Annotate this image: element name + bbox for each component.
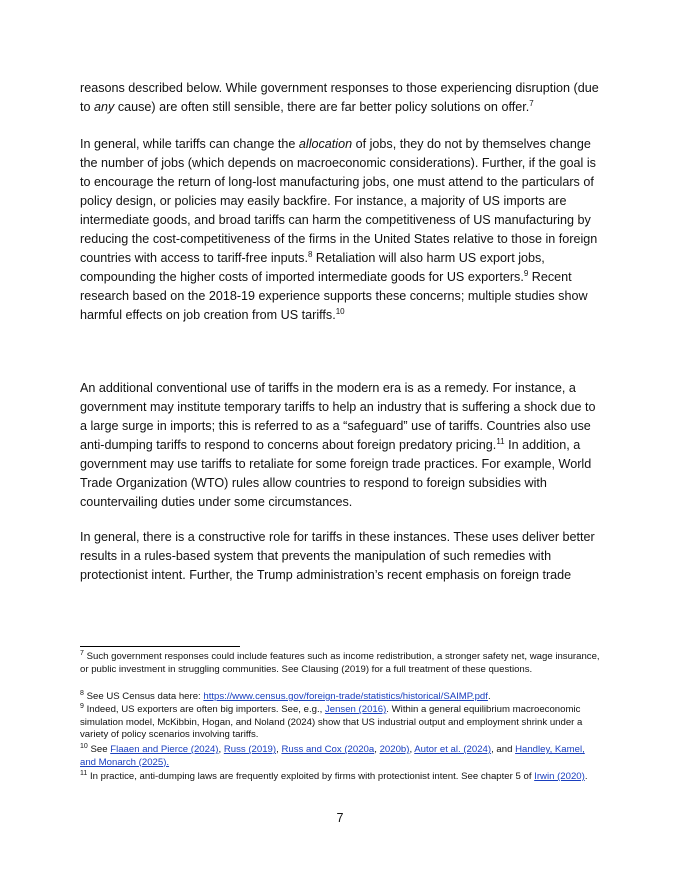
separator-text: , (374, 744, 380, 755)
russ-cox-2020b-link[interactable]: 2020b) (379, 744, 410, 755)
footnote-ref: 7 (529, 98, 534, 108)
paragraph-3 (80, 379, 600, 512)
footnote-number: 7 (80, 649, 84, 657)
footnote-ref: 11 (496, 436, 505, 446)
footnote-number: 9 (80, 702, 84, 710)
russ-cox-2020a-link[interactable]: Russ and Cox (2020a (281, 744, 375, 755)
footnote-number: 10 (80, 742, 88, 750)
irwin-2020-link[interactable]: Irwin (2020) (534, 771, 585, 782)
census-data-link[interactable]: https://www.census.gov/foreign-trade/statistics/historical/SAIMP.pdf (203, 691, 488, 702)
footnote-ref: 10 (335, 306, 345, 316)
separator-text: , (276, 744, 282, 755)
footnote-ref: 8 (307, 249, 313, 259)
footnote-ref: 9 (523, 268, 529, 278)
paragraph-text: of jobs, they do not by themselves change the number of jobs (which depends on macroeconomic considerations). Further, if the goal is to encourage the return of long-lost manufacturing jobs, one must attend to the particulars of policy design, or policies may easily backfire. For instance, a majority of US imports are intermediate goods, and broad tariffs can harm the competitiveness of US manufacturing by reducing the cost-competitiveness of the firms in the United States relative to those in foreign countries with access to tariff-free inputs. (80, 137, 598, 265)
paragraph-text: In addition, a government may use tariffs to retaliate for some foreign trade practices. For example, World Trade Organization (WTO) rules allow countries to respond to foreign subsidies with countervailing duties under some circumstances. (80, 438, 592, 509)
paragraph-text: In general, while tariffs can change the (80, 137, 299, 151)
footnote-text: . Within a general equilibrium macroeconomic simulation model, McKibbin, Hogan, and Noland (2024) show that US industrial output and employment shrink under a variety of policy scenarios involving tariffs. (80, 704, 583, 740)
footnote-text: See US Census data here: (86, 691, 204, 702)
paragraph-1 (80, 79, 600, 117)
paragraph-2 (80, 135, 600, 325)
footnote-7 (80, 651, 600, 676)
footnote-separator (80, 646, 240, 647)
paragraph-text: Retaliation will also harm US export jobs, compounding the higher costs of imported intermediate goods for US exporters. (80, 251, 545, 284)
flaaen-pierce-link[interactable]: Flaaen and Pierce (2024) (110, 744, 219, 755)
footnote-9 (80, 704, 600, 742)
autor-2024-link[interactable]: Autor et al. (2024) (414, 744, 492, 755)
footnote-number: 11 (80, 769, 88, 777)
separator-text: , (409, 744, 415, 755)
russ-2019-link[interactable]: Russ (2019) (223, 744, 277, 755)
separator-text: , (218, 744, 224, 755)
footnote-11 (80, 771, 600, 784)
footnote-text: In practice, anti-dumping laws are frequently exploited by firms with protectionist intent. See chapter 5 of (89, 771, 535, 782)
paragraph-text: An additional conventional use of tariffs in the modern era is as a remedy. For instance, a government may institute temporary tariffs to help an industry that is suffering a shock due to a large surge in imports; this is referred to as a “safeguard” use of tariffs. Countries also use anti-dumping tariffs to respond to concerns about foreign predatory pricing. (80, 381, 596, 452)
footnote-text: . (584, 771, 588, 782)
footnote-text: . (487, 691, 491, 702)
footnote-text: Indeed, US exporters are often big importers. See, e.g., (86, 704, 325, 715)
separator-text: , and (491, 744, 516, 755)
page-number: 7 (336, 811, 344, 825)
footnote-text: Such government responses could include features such as income redistribution, a stronger safety net, wage insurance, or public investment in struggling communities. See Clausing (2019) for a full treatment of these questions. (80, 651, 600, 675)
paragraph-text: Recent research based on the 2018-19 experience supports these concerns; multiple studies show harmful effects on job creation from US tariffs. (80, 270, 588, 322)
footnote-number: 8 (80, 689, 84, 697)
emphasis: allocation (298, 137, 353, 151)
footnote-10 (80, 744, 600, 769)
paragraph-text: cause) are often still sensible, there are far better policy solutions on offer. (114, 100, 530, 114)
paragraph-text: reasons described below. While government responses to those experiencing disruption (due to (80, 81, 599, 114)
handley-kamel-monarch-link[interactable]: Handley, Kamel, and Monarch (2025). (80, 744, 585, 768)
paragraph-4: In general, there is a constructive role for tariffs in these instances. These uses deliver better results in a rules-based system that prevents the manipulation of such remedies with protectionist intent. Further, the Trump administration’s recent emphasis on foreign trade (80, 530, 595, 582)
footnote-text: See (90, 744, 111, 755)
jensen-2016-link[interactable]: Jensen (2016) (324, 704, 387, 715)
footnote-8 (80, 691, 600, 704)
emphasis: any (94, 100, 115, 114)
